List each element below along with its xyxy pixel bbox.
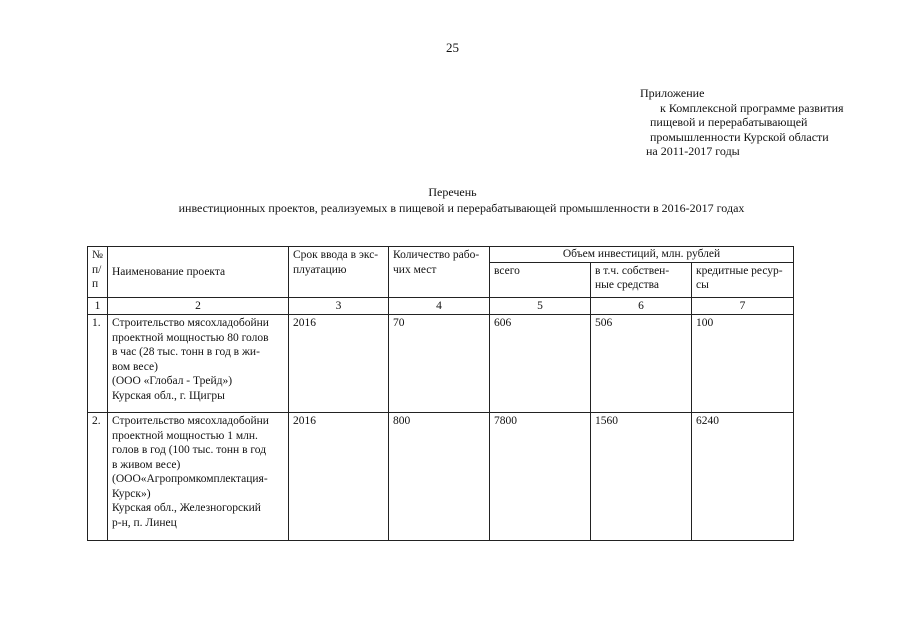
row-jobs: 70: [389, 315, 490, 413]
appendix-line-3: пищевой и перерабатывающей: [650, 115, 808, 129]
header-own: в т.ч. собствен- ные средства: [591, 262, 692, 297]
appendix-line-4: промышленности Курской области: [650, 129, 829, 144]
project-name-line: в живом весе): [112, 458, 181, 471]
row-total: 7800: [490, 413, 591, 541]
project-name-line: Курская обл., Железногорский: [112, 502, 261, 514]
project-name-line: р-н, п. Линец: [112, 516, 177, 529]
column-index-row: [88, 297, 794, 315]
header-credit: кредитные ресур- сы: [692, 262, 794, 297]
header-num: № п/п: [88, 247, 108, 298]
column-index: 4: [389, 297, 490, 315]
header-investment: Объем инвестиций, млн. рублей: [490, 247, 794, 263]
appendix-line-1: Приложение: [640, 86, 705, 100]
header-total: всего: [490, 262, 591, 297]
document-title: [0, 184, 905, 216]
page-number: 25: [446, 40, 459, 55]
row-num: 1.: [88, 315, 108, 413]
column-index: 3: [289, 297, 389, 315]
header-name: Наименование проекта: [108, 247, 289, 298]
column-index: 6: [591, 297, 692, 315]
title-heading: Перечень: [428, 185, 477, 199]
row-own: 1560: [591, 413, 692, 541]
row-credit: 6240: [692, 413, 794, 541]
project-name-line: (ООО «Глобал - Трейд»): [112, 375, 233, 387]
row-project-name: [108, 413, 289, 541]
table-row: [88, 413, 794, 541]
appendix-line-5: на 2011-2017 годы: [646, 144, 740, 158]
project-name-line: Строительство мясохладобойни: [112, 317, 269, 329]
column-index: 2: [108, 297, 289, 315]
project-name-line: Строительство мясохладобойни: [112, 415, 269, 427]
project-name-line: Курская обл., г. Щигры: [112, 389, 225, 402]
project-name-line: Курск»): [112, 487, 151, 500]
row-total: 606: [490, 315, 591, 413]
row-credit: 100: [692, 315, 794, 413]
column-index: 1: [88, 297, 108, 315]
header-date: Срок ввода в экс- плуатацию: [289, 247, 389, 298]
project-name-line: проектной мощностью 80 голов: [112, 331, 269, 344]
row-date: 2016: [289, 413, 389, 541]
appendix-line-2: к Комплексной программе развития: [660, 100, 844, 115]
project-name-line: голов в год (100 тыс. тонн в год: [112, 444, 267, 456]
row-project-name: [108, 315, 289, 413]
project-name-line: вом весе): [112, 360, 158, 373]
appendix-block: [640, 86, 844, 159]
row-date: 2016: [289, 315, 389, 413]
row-jobs: 800: [389, 413, 490, 541]
table-row: [88, 315, 794, 413]
investment-projects-table: [87, 246, 794, 541]
header-jobs: Количество рабо- чих мест: [389, 247, 490, 298]
project-name-line: проектной мощностью 1 млн.: [112, 429, 258, 442]
column-index: 5: [490, 297, 591, 315]
title-subtitle: инвестиционных проектов, реализуемых в пищевой и перерабатывающей промышленности в 2016-2017 годах: [178, 201, 745, 215]
row-own: 506: [591, 315, 692, 413]
project-name-line: в час (28 тыс. тонн в год в жи-: [112, 346, 260, 358]
row-num: 2.: [88, 413, 108, 541]
project-name-line: (ООО«Агропромкомплектация-: [112, 473, 268, 485]
column-index: 7: [692, 297, 794, 315]
table-header-row: [88, 247, 794, 263]
